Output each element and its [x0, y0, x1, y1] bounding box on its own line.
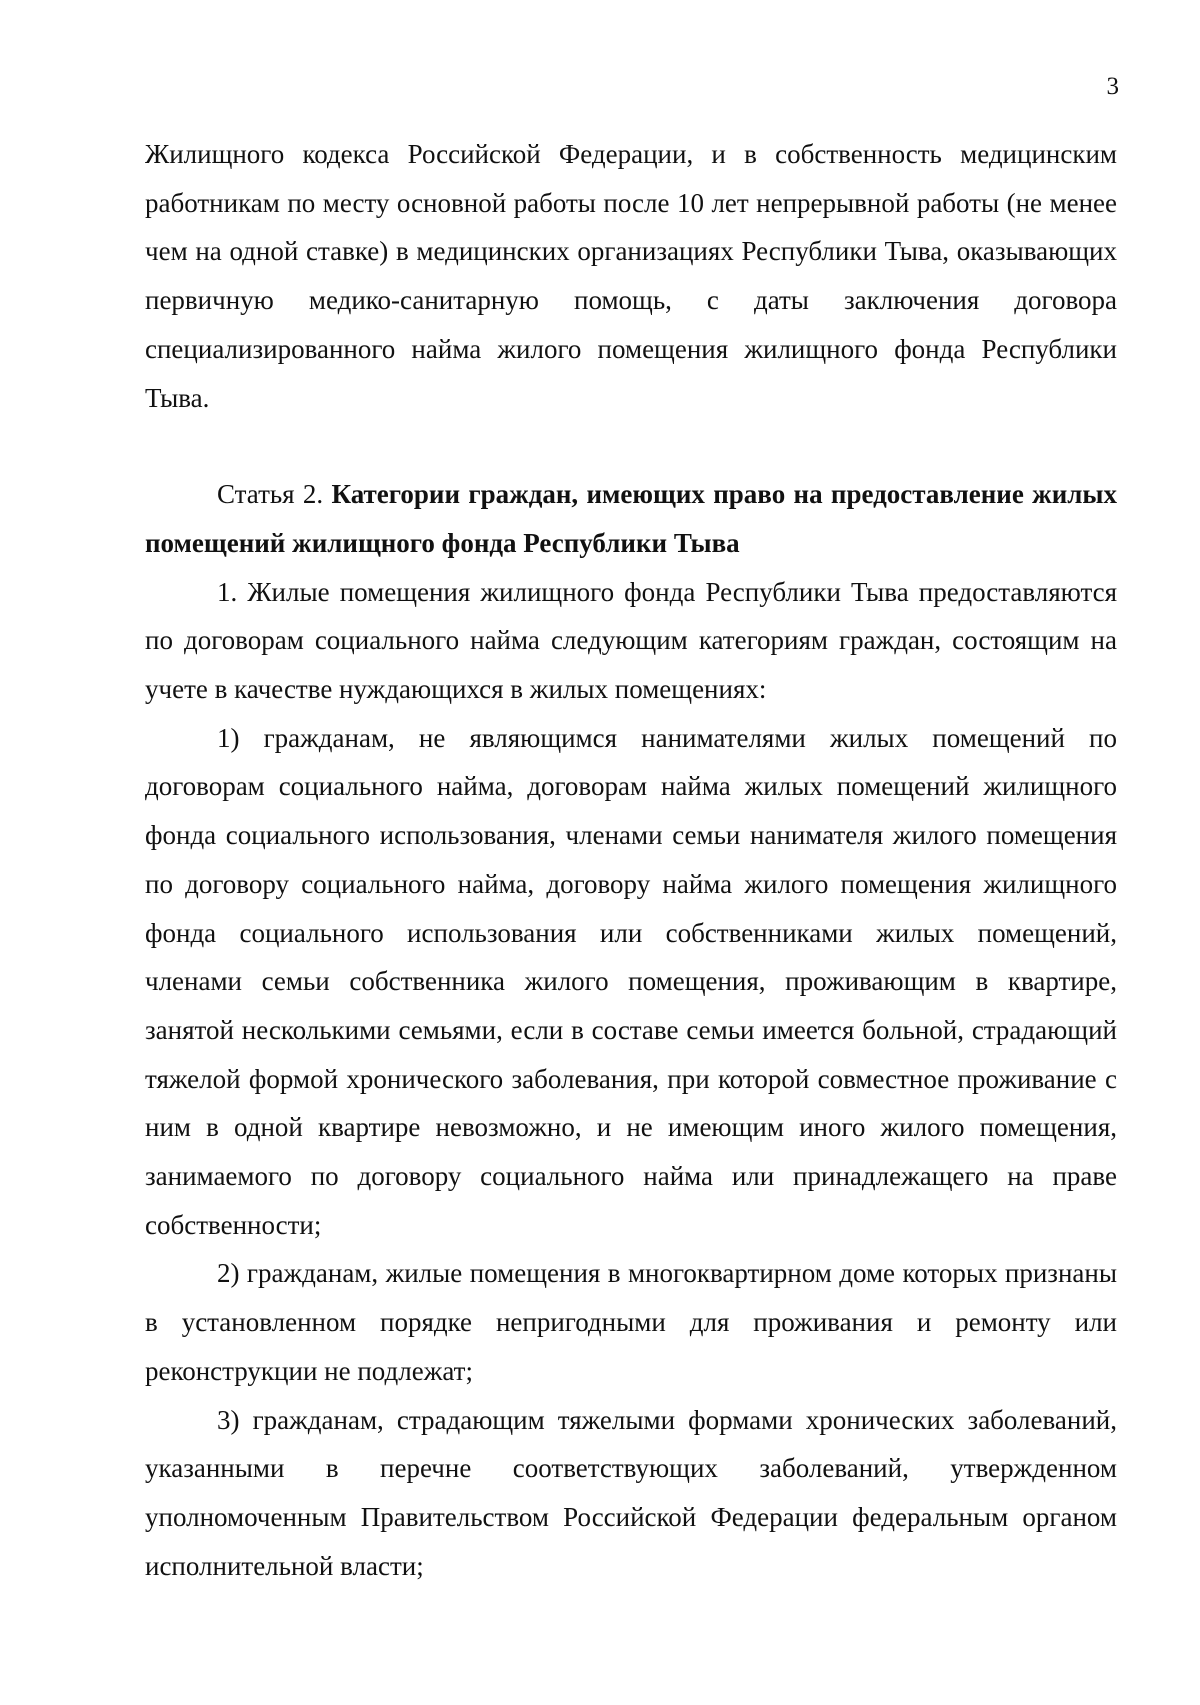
- document-body: [145, 130, 1117, 1590]
- list-item-2: 2) гражданам, жилые помещения в многоквартирном доме которых признаны в установленном порядке непригодными для проживания и ремонту или реконструкции не подлежат;: [145, 1258, 1117, 1386]
- paragraph-item-1: 1. Жилые помещения жилищного фонда Республики Тыва предоставляются по договорам социального найма следующим категориям граждан, состоящим на учете в качестве нуждающихся в жилых помещениях:: [145, 576, 1117, 705]
- list-item-3: 3) гражданам, страдающим тяжелыми формами хронических заболеваний, указанными в перечне соответствующих заболеваний, утвержденном уполномоченным Правительством Российской Федерации федеральным органом исполнительной власти;: [145, 1404, 1117, 1581]
- article-number: Статья 2.: [217, 479, 332, 510]
- page-number: 3: [1106, 73, 1119, 100]
- article-title: Категории граждан, имеющих право на предоставление жилых помещений жилищного фонда Республики Тыва: [145, 479, 1117, 558]
- list-item-1: 1) гражданам, не являющимся нанимателями жилых помещений по договорам социального найма, договорам найма жилых помещений жилищного фонда социального использования, членами семьи нанимателя жилого помещения по договору социального найма, договору найма жилого помещения жилищного фонда социального использования или собственниками жилых помещений, членами семьи собственника жилого помещения, проживающим в квартире, занятой несколькими семьями, если в составе семьи имеется больной, страдающий тяжелой формой хронического заболевания, при которой совместное проживание с ним в одной квартире невозможно, и не имеющим иного жилого помещения, занимаемого по договору социального найма или принадлежащего на праве собственности;: [145, 722, 1117, 1240]
- article-heading: [145, 470, 1117, 567]
- paragraph-continuation: Жилищного кодекса Российской Федерации, и в собственность медицинским работникам по месту основной работы после 10 лет непрерывной работы (не менее чем на одной ставке) в медицинских организациях Республики Тыва, оказывающих первичную медико-санитарную помощь, с даты заключения договора специализированного найма жилого помещения жилищного фонда Республики Тыва.: [145, 139, 1117, 413]
